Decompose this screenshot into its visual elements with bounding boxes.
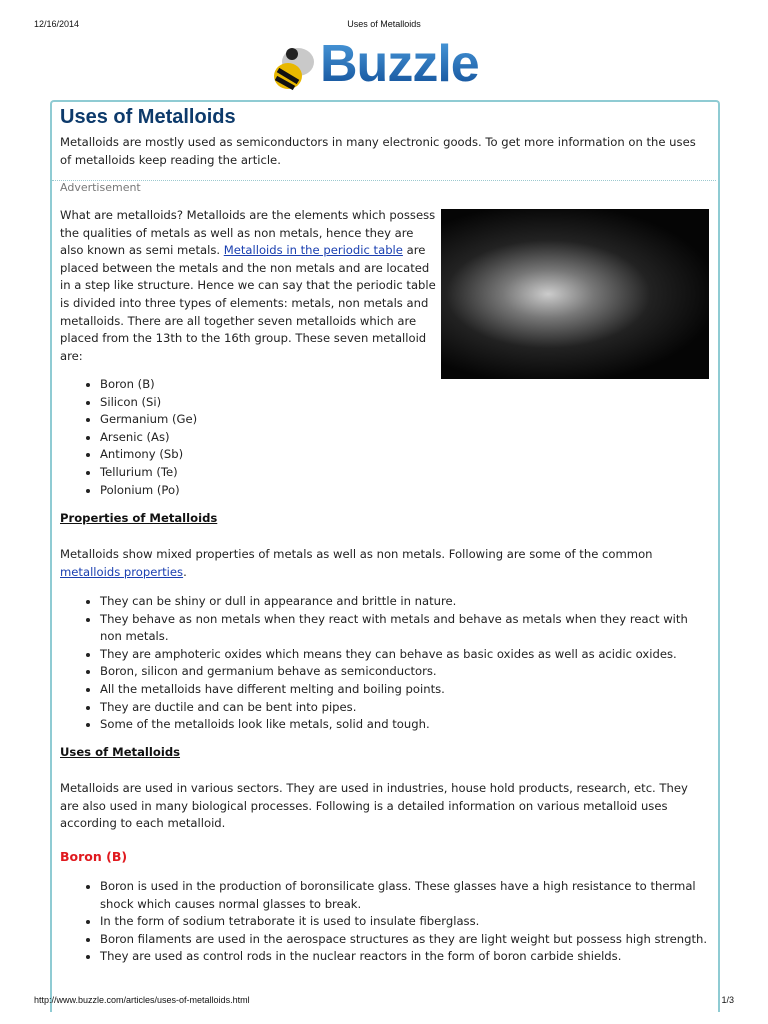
list-item: • Tellurium (Te): [100, 464, 710, 482]
metalloids-properties-link[interactable]: metalloids properties: [60, 564, 184, 579]
properties-intro: [60, 546, 710, 581]
metalloid-list: [60, 376, 710, 499]
list-item: • They can be shiny or dull in appearance and brittle in nature.: [100, 593, 710, 611]
list-item: • They are amphoteric oxides which means they can behave as basic oxides as well as acidic oxides.: [100, 646, 710, 664]
uses-heading: Uses of Metalloids: [60, 745, 181, 759]
metalloids-definition: [60, 207, 438, 365]
text: .: [183, 564, 187, 579]
list-item: • They are ductile and can be bent into pipes.: [100, 699, 710, 717]
advertisement-label: Advertisement: [60, 181, 141, 194]
divider: [52, 180, 716, 181]
list-item: • Germanium (Ge): [100, 411, 710, 429]
article-intro: Metalloids are mostly used as semiconductors in many electronic goods. To get more information on the uses of metalloids keep reading the article.: [60, 135, 696, 167]
properties-list: [60, 593, 710, 734]
list-item: • They are used as control rods in the nuclear reactors in the form of boron carbide shields.: [100, 948, 710, 966]
list-item: • Some of the metalloids look like metals, solid and tough.: [100, 716, 710, 734]
print-date: 12/16/2014: [34, 19, 80, 29]
buzzle-logo[interactable]: [268, 35, 508, 96]
properties-heading: Properties of Metalloids: [60, 511, 218, 525]
bee-icon: [268, 40, 320, 96]
uses-intro: Metalloids are used in various sectors. They are used in industries, house hold products, research, etc. They are also used in many biological processes. Following is a detailed information on various metalloid uses according to each metalloid.: [60, 781, 688, 831]
list-item: • All the metalloids have different melting and boiling points.: [100, 681, 710, 699]
boron-uses-list: [60, 878, 710, 966]
list-item: • Polonium (Po): [100, 482, 710, 500]
text: Metalloids show mixed properties of metals as well as non metals. Following are some of the common: [60, 547, 653, 561]
metalloid-photo: [441, 209, 709, 379]
list-item: • Boron filaments are used in the aerospace structures as they are light weight but possess high strength.: [100, 931, 710, 949]
list-item: • Silicon (Si): [100, 394, 710, 412]
article-title: Uses of Metalloids: [60, 106, 236, 128]
list-item: • Antimony (Sb): [100, 446, 710, 464]
footer-url: http://www.buzzle.com/articles/uses-of-metalloids.html: [34, 995, 250, 1005]
list-item: • In the form of sodium tetraborate it is used to insulate fiberglass.: [100, 913, 710, 931]
logo-text: Buzzle: [320, 35, 479, 93]
boron-heading: Boron (B): [60, 849, 128, 864]
footer-page-number: 1/3: [721, 995, 734, 1005]
text: are placed between the metals and the non metals and are located in a step like structure. Hence we can say that the periodic table is divided into three types of elements: metals, non metals and metalloids. There are all together seven metalloids which are placed from the 13th to the 16th group. These seven metalloid are:: [60, 243, 436, 363]
list-item: • They behave as non metals when they react with metals and behave as metals when they react with non metals.: [100, 611, 710, 646]
list-item: • Boron is used in the production of boronsilicate glass. These glasses have a high resistance to thermal shock which causes normal glasses to break.: [100, 878, 710, 913]
periodic-table-link[interactable]: Metalloids in the periodic table: [223, 243, 403, 258]
list-item: • Boron, silicon and germanium behave as semiconductors.: [100, 663, 710, 681]
print-page-title: Uses of Metalloids: [347, 19, 421, 29]
list-item: • Boron (B): [100, 376, 710, 394]
list-item: • Arsenic (As): [100, 429, 710, 447]
text: What are metalloids? Metalloids are the elements which possess the qualities of metals as well as non metals, hence they are also known as semi metals.: [60, 208, 436, 258]
